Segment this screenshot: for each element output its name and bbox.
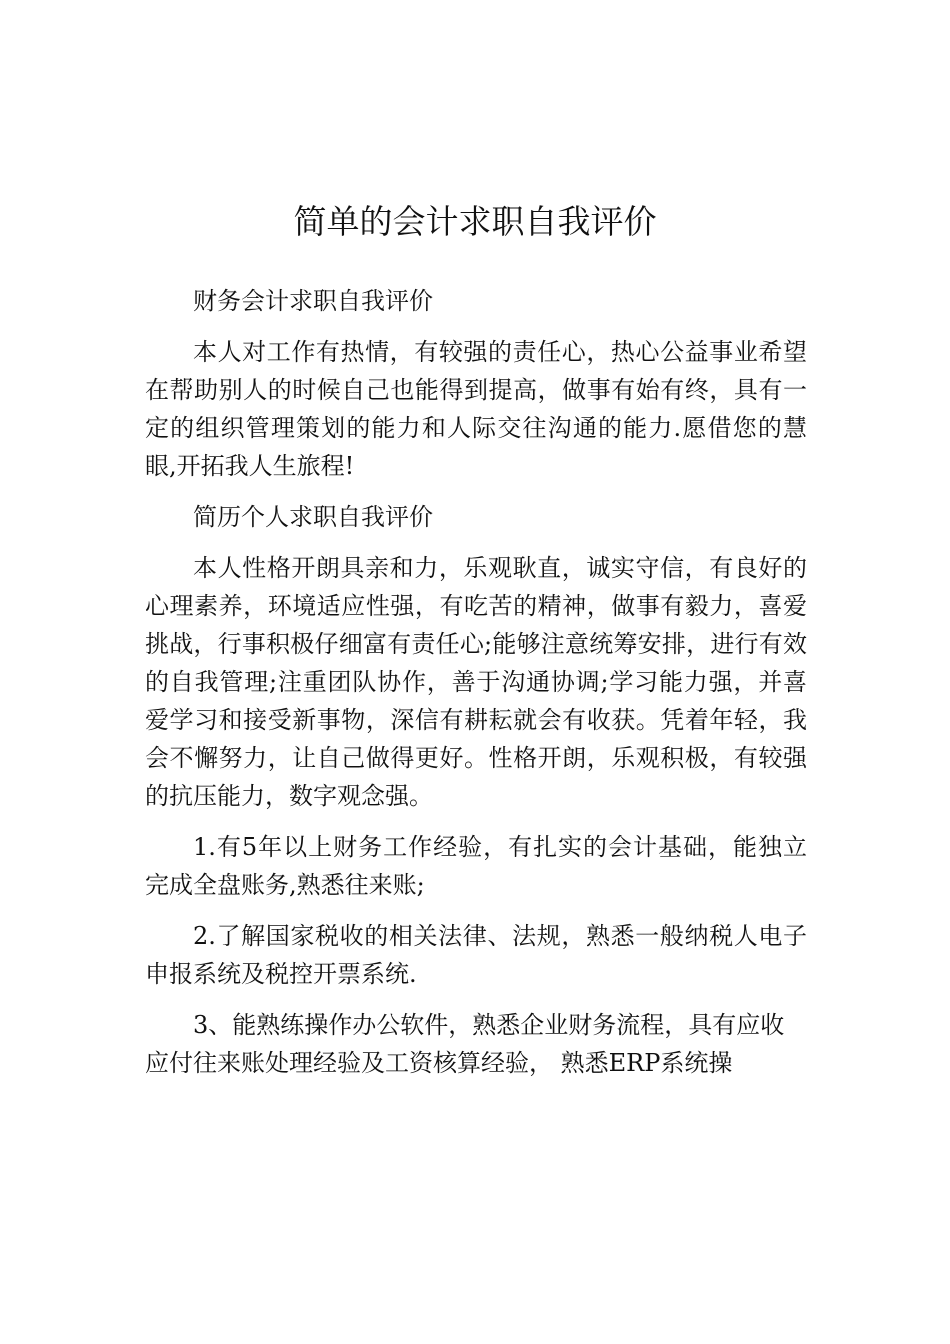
list-item-3: 3、能熟练操作办公软件，熟悉企业财务流程，具有应收应付往来账处理经验及工资核算经验， 熟悉ERP系统操 [145,1011,785,1077]
document-body [145,282,807,1095]
document-title: 简单的会计求职自我评价 [293,202,657,242]
paragraph-finance-evaluation: 本人对工作有热情，有较强的责任心，热心公益事业希望在帮助别人的时候自己也能得到提高，做事有始有终，具有一定的组织管理策划的能力和人际交往沟通的能力.愿借您的慧眼,开拓我人生旅程! [145,338,807,480]
section-heading-finance: 财务会计求职自我评价 [193,287,433,315]
section-heading-resume: 简历个人求职自我评价 [193,503,433,531]
list-item-1: 1.有5年以上财务工作经验，有扎实的会计基础，能独立完成全盘账务,熟悉往来账; [145,833,807,899]
list-item-2: 2.了解国家税收的相关法律、法规，熟悉一般纳税人电子申报系统及税控开票系统. [145,922,807,988]
paragraph-resume-evaluation: 本人性格开朗具亲和力，乐观耿直，诚实守信，有良好的心理素养，环境适应性强，有吃苦的精神，做事有毅力，喜爱挑战，行事积极仔细富有责任心;能够注意统筹安排，进行有效的自我管理;注重团队协作，善于沟通协调;学习能力强，并喜爱学习和接受新事物，深信有耕耘就会有收获。凭着年轻，我会不懈努力，让自己做得更好。性格开朗，乐观积极，有较强的抗压能力，数字观念强。 [145,554,807,810]
